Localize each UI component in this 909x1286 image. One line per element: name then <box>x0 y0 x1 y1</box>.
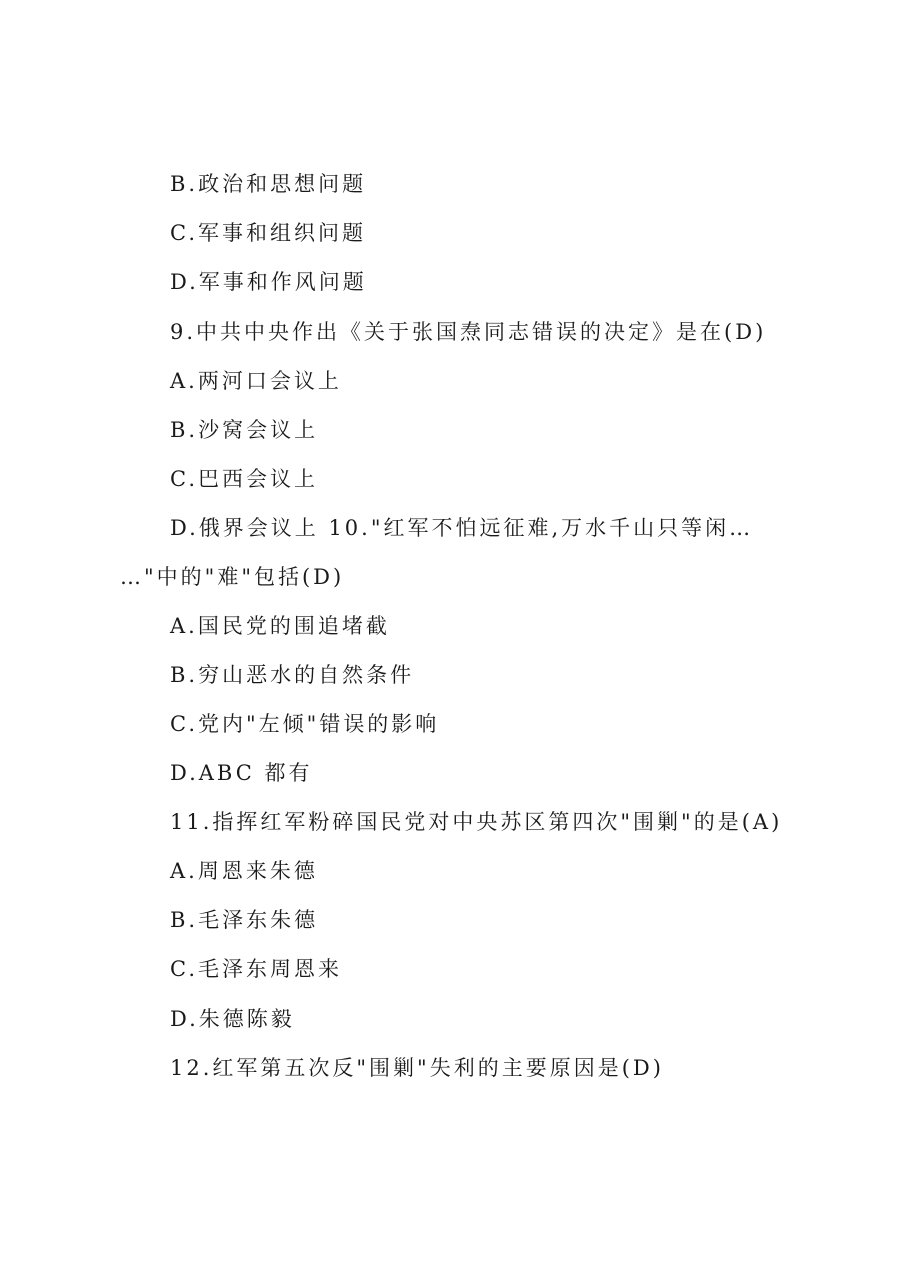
option-a-text: A.周恩来朱德 <box>170 859 318 883</box>
question-10-continuation: …"中的"难"包括(D) <box>120 565 345 589</box>
option-c-text: C.军事和组织问题 <box>170 221 366 245</box>
option-b-text: B.穷山恶水的自然条件 <box>170 663 415 687</box>
option-d-text: D.朱德陈毅 <box>170 1007 295 1031</box>
option-c-text: C.毛泽东周恩来 <box>170 957 342 981</box>
option-b-text: B.沙窝会议上 <box>170 418 319 442</box>
option-a-text: A.两河口会议上 <box>170 369 342 393</box>
option-a-text: A.国民党的围追堵截 <box>170 614 390 638</box>
option-b-text: B.政治和思想问题 <box>170 172 367 196</box>
option-b-text: B.毛泽东朱德 <box>170 908 319 932</box>
option-d-text: D.军事和作风问题 <box>170 270 367 294</box>
question-9: 9.中共中央作出《关于张国焘同志错误的决定》是在(D) <box>170 320 767 344</box>
option-c-text: C.党内"左倾"错误的影响 <box>170 712 440 736</box>
option-d-and-question-10: D.俄界会议上 10."红军不怕远征难,万水千山只等闲… <box>170 516 754 540</box>
option-c-text: C.巴西会议上 <box>170 467 318 491</box>
option-d-text: D.ABC 都有 <box>170 761 313 785</box>
question-11: 11.指挥红军粉碎国民党对中央苏区第四次"围剿"的是(A) <box>170 810 783 834</box>
question-12: 12.红军第五次反"围剿"失利的主要原因是(D) <box>170 1056 664 1080</box>
